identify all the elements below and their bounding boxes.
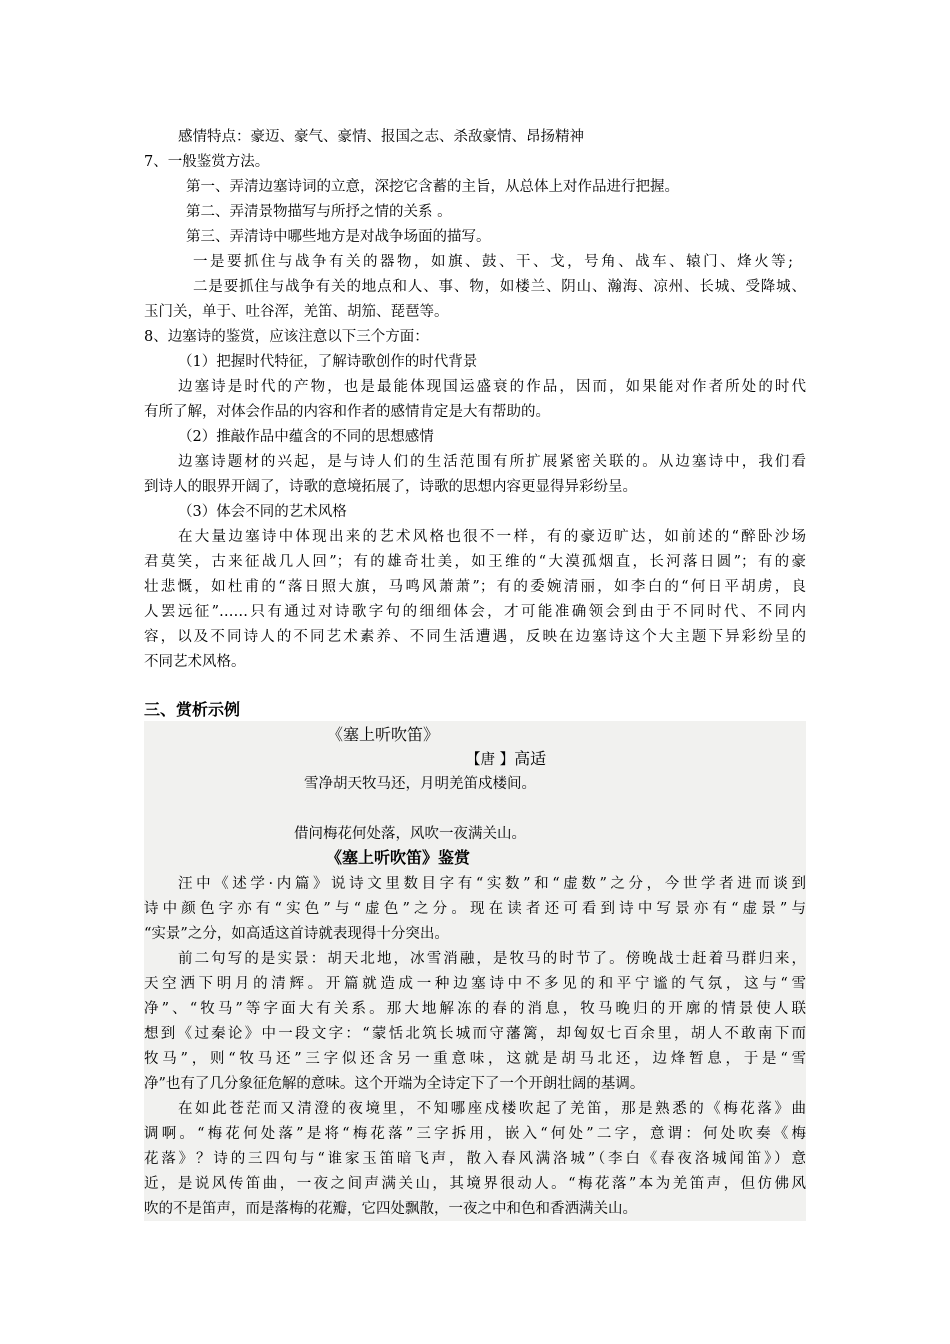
poem-verse-1: 雪净胡天牧马还，月明羌笛戍楼间。 xyxy=(304,776,536,792)
commentary-p3-line4: 近，是说风传笛曲，一夜之间声满关山，其境界很动人。“梅花落”本为羌笛声，但仿佛风 xyxy=(144,1176,806,1192)
emotion-traits: 感情特点：豪迈、豪气、豪情、报国之志、杀敌豪情、昂扬精神 xyxy=(178,129,584,145)
aspect-3-line3: 壮悲慨，如杜甫的“落日照大旗，马鸣风萧萧”；有的委婉清丽，如李白的“何日平胡虏，良 xyxy=(144,579,806,595)
poem-verse-2: 借问梅花何处落，风吹一夜满关山。 xyxy=(294,826,526,842)
commentary-p2-line1: 前二句写的是实景：胡天北地，冰雪消融，是牧马的时节了。傍晚战士赶着马群归来， xyxy=(178,951,806,967)
poem-author: 高适 xyxy=(514,749,547,768)
aspect-1-line2: 有所了解，对体会作品的内容和作者的感情肯定是大有帮助的。 xyxy=(144,404,550,420)
commentary-p2-line4: 想到《过秦论》中一段文字：“蒙恬北筑长城而守藩篱，却匈奴七百余里，胡人不敢南下而 xyxy=(144,1026,806,1042)
aspect-3-line4: 人罢远征”……只有通过对诗歌字句的细细体会，才可能准确领会到由于不同时代、不同内 xyxy=(144,604,806,620)
aspect-2-line2: 到诗人的眼界开阔了，诗歌的意境拓展了，诗歌的思想内容更显得异彩纷呈。 xyxy=(144,479,637,495)
aspect-3-line2: 君莫笑，古来征战几人回”；有的雄奇壮美，如王维的“大漠孤烟直，长河落日圆”；有的豪 xyxy=(144,554,806,570)
item8-title: 8、边塞诗的鉴赏，应该注意以下三个方面： xyxy=(144,329,429,345)
commentary-p2-line6: 净”也有了几分象征危解的意味。这个开端为全诗定下了一个开朗壮阔的基调。 xyxy=(144,1076,645,1092)
commentary-p3-line3: 花落》？诗的三四句与“谁家玉笛暗飞声，散入春风满洛城”（李白《春夜洛城闻笛》）意 xyxy=(144,1151,806,1167)
aspect-2-title: （2）推敲作品中蕴含的不同的思想感情 xyxy=(178,429,434,445)
aspect-3-title: （3）体会不同的艺术风格 xyxy=(178,504,347,520)
commentary-p2-line5: 牧马”，则“牧马还”三字似还含另一重意味，这就是胡马北还，边烽暂息，于是“雪 xyxy=(144,1051,806,1067)
method-step-1: 第一、弄清边塞诗词的立意，深挖它含蓄的主旨，从总体上对作品进行把握。 xyxy=(186,179,679,195)
commentary-p3-line5: 吹的不是笛声，而是落梅的花瓣，它四处飘散，一夜之中和色和香洒满关山。 xyxy=(144,1201,637,1217)
commentary-title: 《塞上听吹笛》鉴赏 xyxy=(326,848,471,867)
aspect-1-title: （1）把握时代特征，了解诗歌创作的时代背景 xyxy=(178,354,478,370)
item7-title: 7、一般鉴赏方法。 xyxy=(144,154,270,170)
method-step-3: 第三、弄清诗中哪些地方是对战争场面的描写。 xyxy=(186,229,491,245)
commentary-p1-line3: “实景”之分，如高适这首诗就表现得十分突出。 xyxy=(144,926,449,942)
aspect-1-line1: 边塞诗是时代的产物，也是最能体现国运盛衰的作品，因而，如果能对作者所处的时代 xyxy=(178,379,806,395)
aspect-2-line1: 边塞诗题材的兴起，是与诗人们的生活范围有所扩展紧密关联的。从边塞诗中，我们看 xyxy=(178,454,806,470)
poem-dynasty: 【唐 】 xyxy=(466,752,515,768)
commentary-p3-line2: 调啊。“梅花何处落”是将“梅花落”三字拆用，嵌入“何处”二字，意谓：何处吹奏《梅 xyxy=(144,1126,806,1142)
aspect-3-line5: 容，以及不同诗人的不同艺术素养、不同生活遭遇，反映在边塞诗这个大主题下异彩纷呈的 xyxy=(144,629,806,645)
commentary-p2-line2: 天空洒下明月的清辉。开篇就造成一种边塞诗中不多见的和平宁谧的气氛，这与“雪 xyxy=(144,976,806,992)
aspect-3-line1: 在大量边塞诗中体现出来的艺术风格也很不一样，有的豪迈旷达，如前述的“醉卧沙场 xyxy=(178,529,806,545)
commentary-p1-line1: 汪中《述学·内篇》说诗文里数目字有“实数”和“虚数”之分，今世学者进而谈到 xyxy=(178,876,806,892)
method-step-2: 第二、弄清景物描写与所抒之情的关系 。 xyxy=(186,204,452,220)
sub-point-1: 一是要抓住与战争有关的器物，如旗、鼓、干、戈，号角、战车、辕门、烽火等; xyxy=(193,254,793,270)
commentary-p2-line3: 净”、“牧马”等字面大有关系。那大地解冻的春的消息，牧马晚归的开廓的情景使人联 xyxy=(144,1001,806,1017)
section-heading: 三、赏析示例 xyxy=(144,700,241,719)
sub-point-2-line2: 玉门关，单于、吐谷浑，羌笛、胡笳、琵琶等。 xyxy=(144,304,449,320)
aspect-3-line6: 不同艺术风格。 xyxy=(144,654,246,670)
sub-point-2-line1: 二是要抓住与战争有关的地点和人、事、物，如楼兰、阴山、瀚海、凉州、长城、受降城、 xyxy=(193,279,806,295)
poem-title: 《塞上听吹笛》 xyxy=(327,725,440,744)
commentary-p1-line2: 诗中颜色字亦有“实色”与“虚色”之分。现在读者还可看到诗中写景亦有“虚景”与 xyxy=(144,901,806,917)
poem-byline xyxy=(466,748,546,771)
commentary-p3-line1: 在如此苍茫而又清澄的夜境里，不知哪座戍楼吹起了羌笛，那是熟悉的《梅花落》曲 xyxy=(178,1101,806,1117)
example-shaded-block xyxy=(144,721,806,1221)
